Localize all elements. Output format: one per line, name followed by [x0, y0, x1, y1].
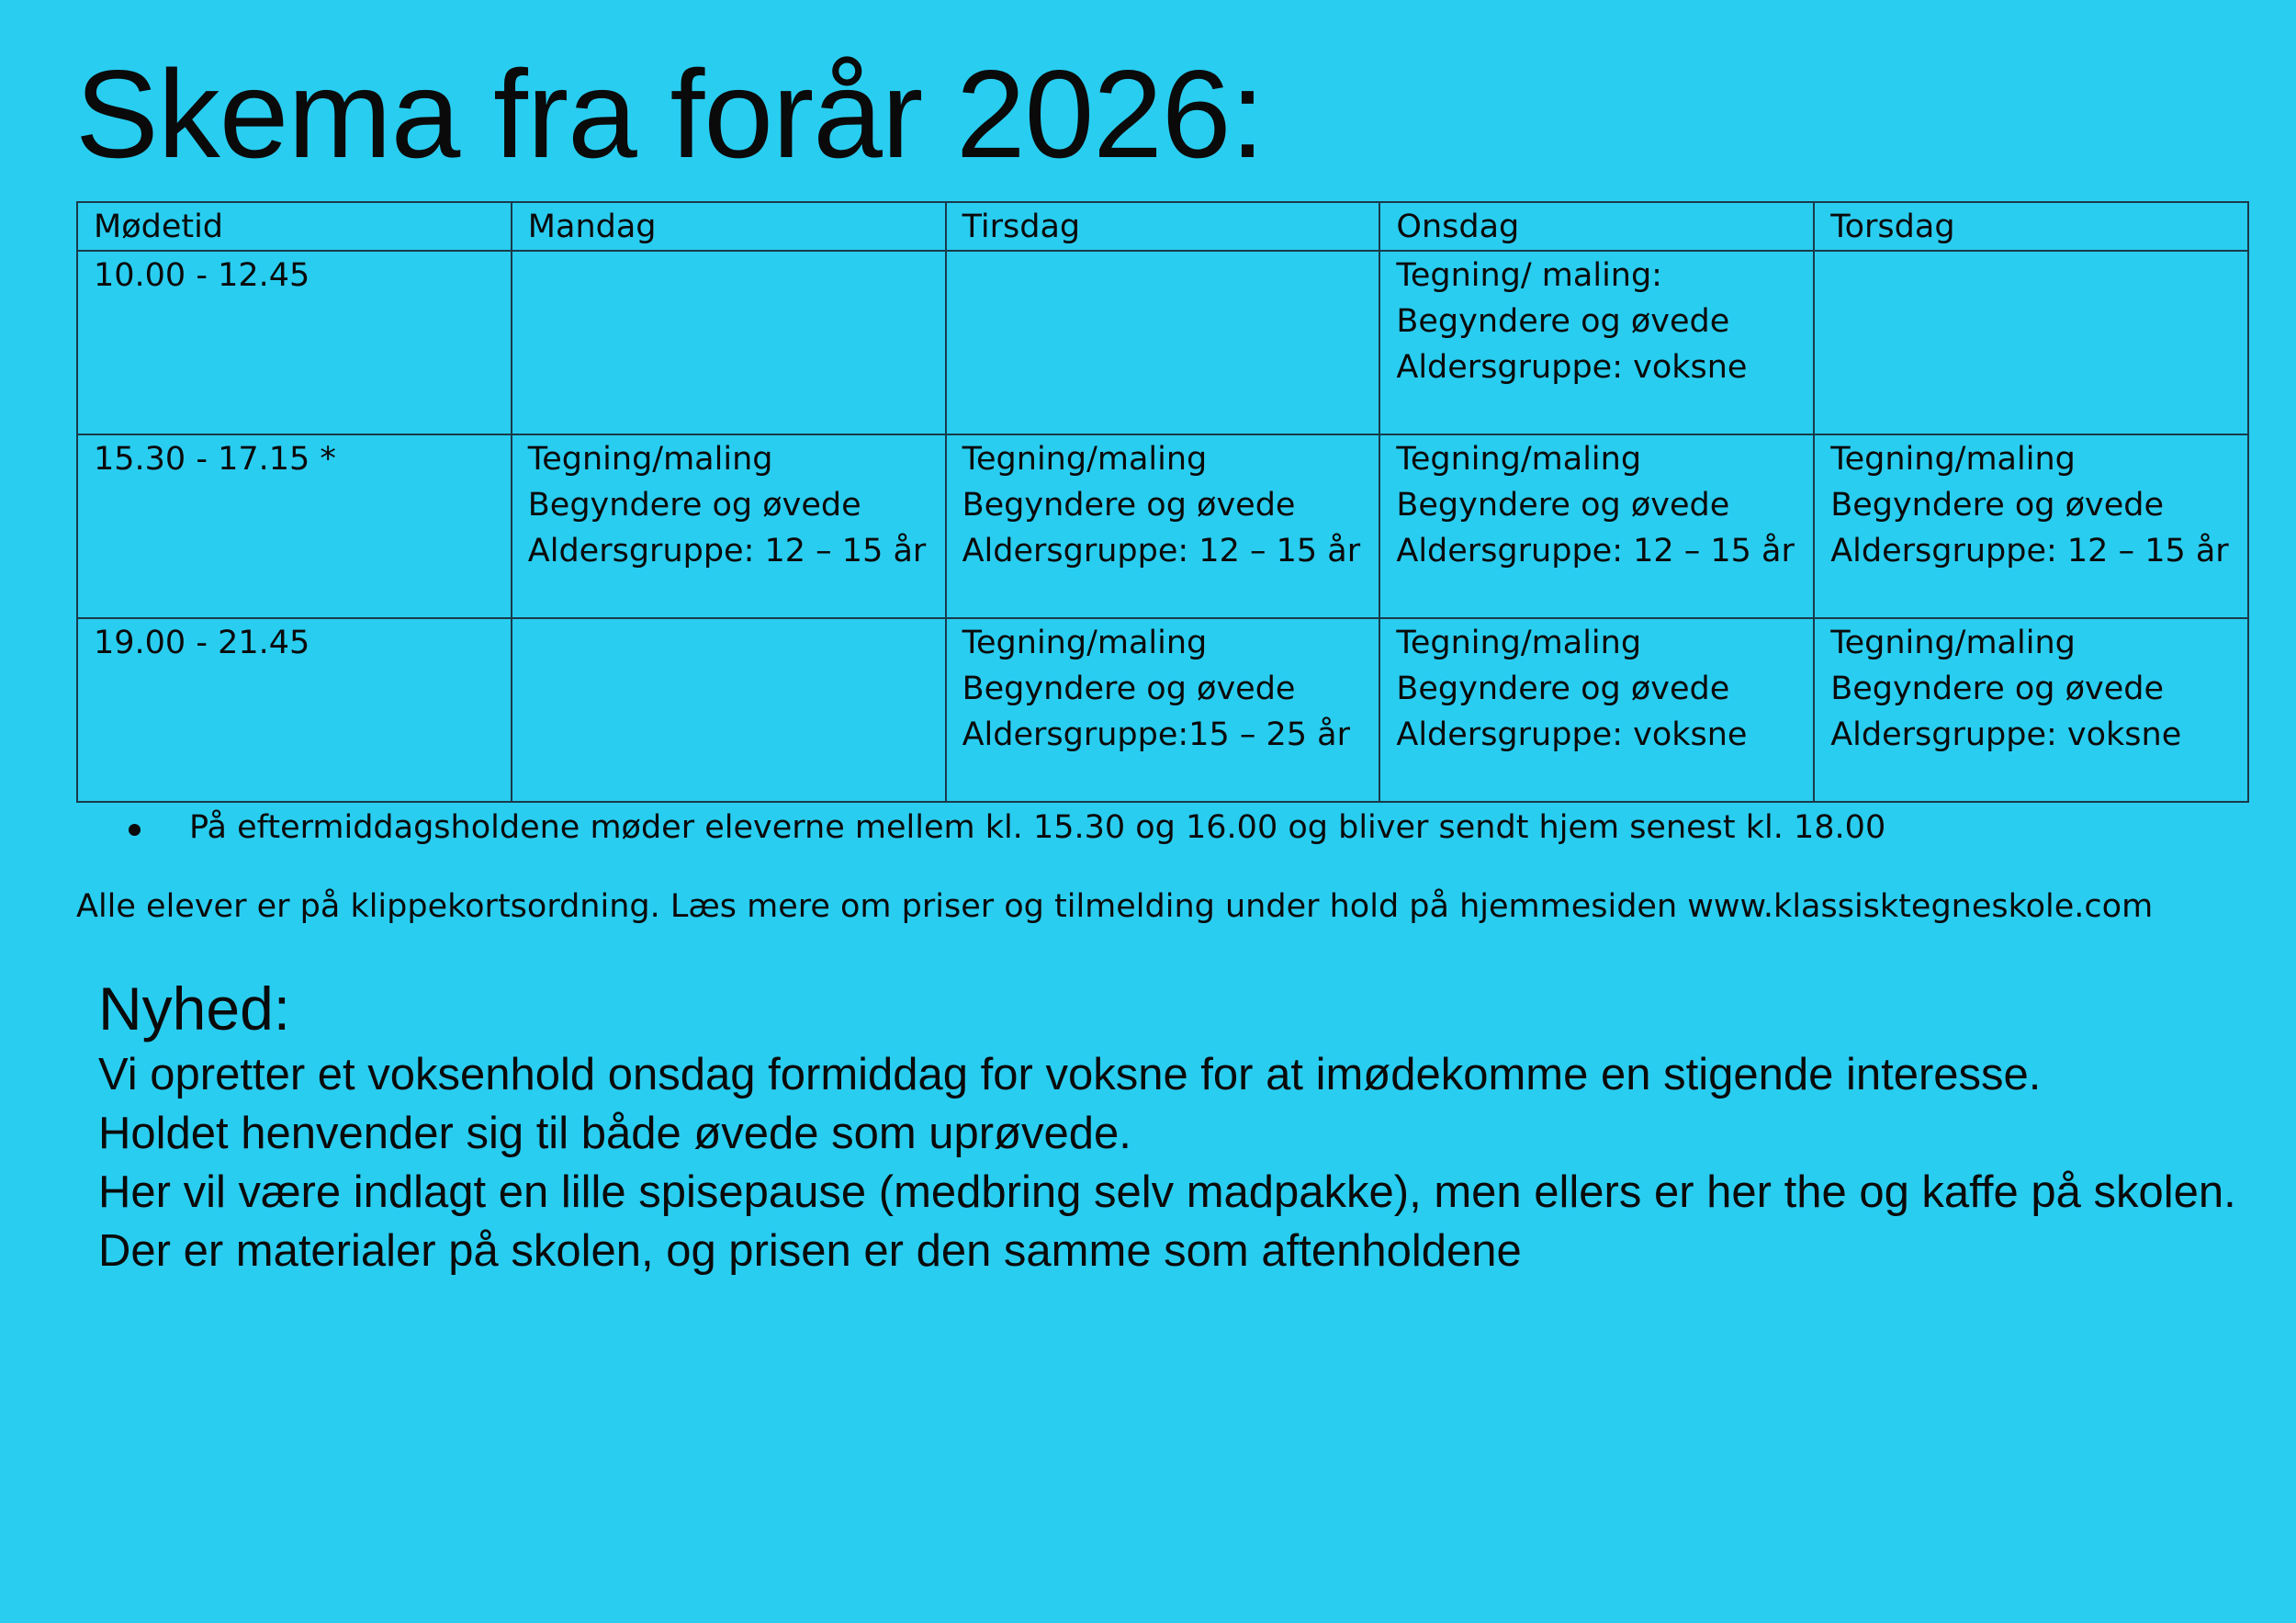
class-cell-line: Tegning/maling: [962, 441, 1208, 478]
class-cell-line: Aldersgruppe: 12 – 15 år: [1396, 533, 1795, 569]
class-cell-line: Tegning/maling: [1830, 625, 2076, 661]
class-cell-onsdag: [1379, 618, 1814, 802]
schedule-row: [77, 434, 2248, 618]
class-cell-line: Tegning/maling: [1830, 441, 2076, 478]
bullet-icon: [129, 824, 141, 836]
class-cell-line: Begyndere og øvede: [1830, 487, 2165, 524]
class-cell-line: Aldersgruppe: 12 – 15 år: [1830, 533, 2229, 569]
class-cell-line: Aldersgruppe: 12 – 15 år: [527, 533, 927, 569]
schedule-header-row: [77, 202, 2248, 251]
news-section: [98, 972, 2236, 1280]
class-cell-onsdag: [1379, 251, 1814, 434]
class-cell-line: Begyndere og øvede: [962, 671, 1296, 707]
header-onsdag: Onsdag: [1379, 202, 1814, 251]
class-cell-line: Tegning/maling: [1396, 441, 1642, 478]
news-line: Vi opretter et voksenhold onsdag formiddag for voksne for at imødekomme en stigende interesse.: [98, 1050, 2042, 1099]
class-cell-line: Begyndere og øvede: [1396, 487, 1730, 524]
news-line: Her vil være indlagt en lille spisepause (medbring selv madpakke), men ellers er her the og kaffe på skolen.: [98, 1167, 2236, 1217]
note-item: [129, 805, 1885, 851]
class-cell-line: Tegning/maling: [1396, 625, 1642, 661]
class-cell-line: Aldersgruppe: voksne: [1830, 716, 2182, 753]
class-cell-tirsdag: [946, 251, 1380, 434]
header-torsdag: Torsdag: [1814, 202, 2248, 251]
class-cell-line: Tegning/maling: [962, 625, 1208, 661]
schedule-body: [77, 251, 2248, 802]
header-modetid: Mødetid: [77, 202, 512, 251]
schedule-row: [77, 251, 2248, 434]
time-cell: 15.30 - 17.15 *: [77, 434, 512, 618]
class-cell-torsdag: [1814, 434, 2248, 618]
class-cell-line: Aldersgruppe: voksne: [1396, 716, 1748, 753]
class-cell-line: Begyndere og øvede: [1830, 671, 2165, 707]
class-cell-line: Aldersgruppe:15 – 25 år: [962, 716, 1350, 753]
header-mandag: Mandag: [512, 202, 946, 251]
news-line: Holdet henvender sig til både øvede som uprøvede.: [98, 1109, 1131, 1158]
class-cell-line: Begyndere og øvede: [962, 487, 1296, 524]
time-cell: 10.00 - 12.45: [77, 251, 512, 434]
class-cell-line: Aldersgruppe: voksne: [1396, 349, 1748, 386]
class-cell-line: Begyndere og øvede: [1396, 303, 1730, 340]
class-cell-mandag: [512, 434, 946, 618]
class-cell-onsdag: [1379, 434, 1814, 618]
schedule-table: [76, 201, 2249, 803]
class-cell-mandag: [512, 618, 946, 802]
class-cell-mandag: [512, 251, 946, 434]
time-cell: 19.00 - 21.45: [77, 618, 512, 802]
news-title: Nyhed:: [98, 975, 291, 1043]
page-title: Skema fra forår 2026:: [75, 44, 1265, 184]
class-cell-line: Aldersgruppe: 12 – 15 år: [962, 533, 1361, 569]
schedule-row: [77, 618, 2248, 802]
class-cell-torsdag: [1814, 618, 2248, 802]
note-text: På eftermiddagsholdene møder eleverne mellem kl. 15.30 og 16.00 og bliver sendt hjem senest kl. 18.00: [189, 809, 1886, 846]
class-cell-line: Tegning/ maling:: [1396, 257, 1662, 294]
info-text: Alle elever er på klippekortsordning. Læs mere om priser og tilmelding under hold på hjemmesiden www.klassisktegneskole.com: [76, 888, 2154, 925]
header-tirsdag: Tirsdag: [946, 202, 1380, 251]
class-cell-line: Tegning/maling: [527, 441, 773, 478]
news-line: Der er materialer på skolen, og prisen er den samme som aftenholdene: [98, 1226, 1522, 1276]
class-cell-tirsdag: [946, 618, 1380, 802]
class-cell-torsdag: [1814, 251, 2248, 434]
class-cell-line: Begyndere og øvede: [527, 487, 861, 524]
note-list: [129, 805, 1885, 851]
class-cell-line: Begyndere og øvede: [1396, 671, 1730, 707]
class-cell-tirsdag: [946, 434, 1380, 618]
